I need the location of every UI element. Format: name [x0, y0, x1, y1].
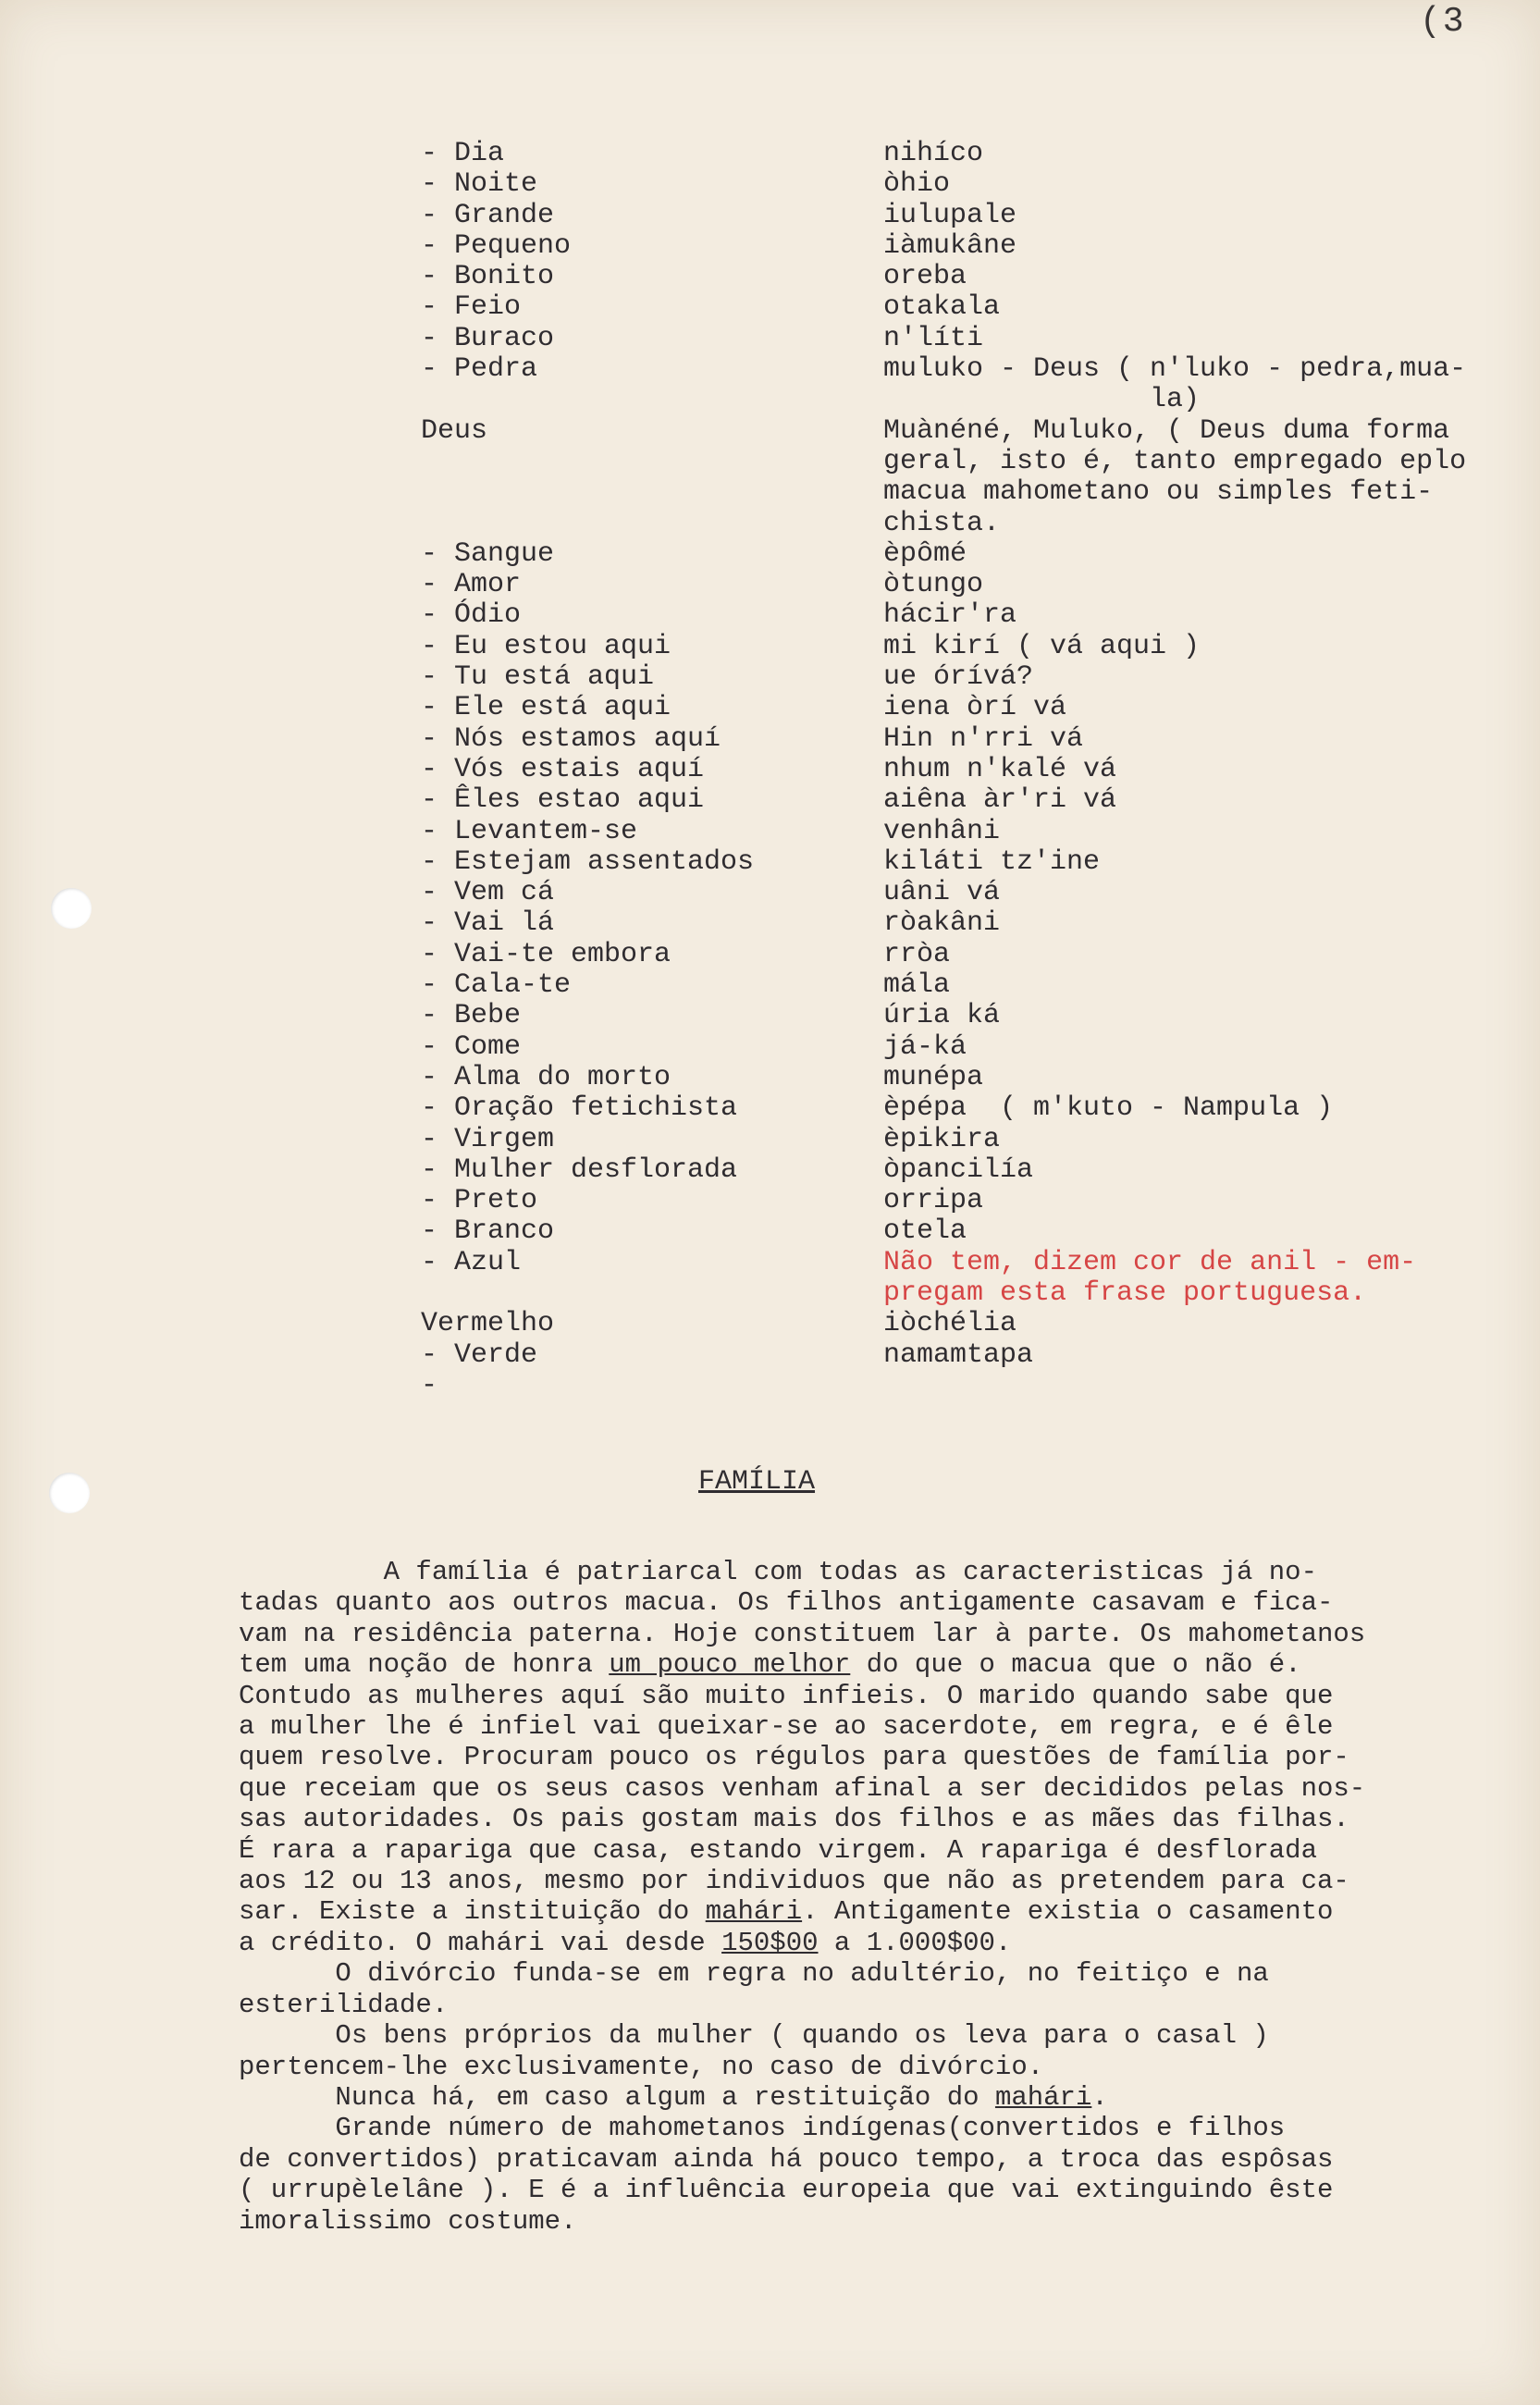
- vocab-translation: muluko - Deus ( n'luko - pedra,mua-: [883, 353, 1467, 386]
- page-number: (3: [1420, 2, 1466, 42]
- vocab-translation: òpancilía: [883, 1153, 1034, 1186]
- vocab-translation: iena òrí vá: [883, 692, 1067, 724]
- vocab-translation: namamtapa: [883, 1338, 1034, 1371]
- vocab-translation: geral, isto é, tanto empregado eplo: [883, 445, 1467, 477]
- vocab-translation: nhum n'kalé vá: [883, 753, 1117, 785]
- vocab-translation: Muànéné, Muluko, ( Deus duma forma: [883, 414, 1450, 447]
- vocab-row: [0, 201, 1540, 231]
- vocab-translation: Não tem, dizem cor de anil - em-: [883, 1246, 1417, 1278]
- text-run: .: [1091, 2081, 1108, 2113]
- paragraph-line: [239, 1711, 1506, 1742]
- vocab-translation: òtungo: [883, 569, 984, 601]
- vocab-term: - Virgem: [421, 1123, 555, 1155]
- vocab-term: - Vai lá: [421, 907, 555, 940]
- vocab-term: - Azul: [421, 1246, 522, 1278]
- vocab-term: - Ele está aqui: [421, 692, 671, 724]
- underlined-text: mahári: [705, 1896, 803, 1928]
- vocab-row: [0, 169, 1540, 200]
- vocab-term: - Preto: [421, 1185, 538, 1217]
- text-run: A família é patriarcal com todas as caracteristicas já no-: [239, 1557, 1317, 1587]
- vocab-translation: rròa: [883, 938, 951, 970]
- vocab-translation: èpômé: [883, 537, 967, 570]
- punch-hole-bottom: [49, 1473, 90, 1513]
- text-run: . Antigamente existia o casamento: [802, 1896, 1334, 1928]
- vocab-term: - Grande: [421, 199, 555, 231]
- vocab-row: [0, 1248, 1540, 1310]
- vocab-row: [0, 600, 1540, 631]
- vocab-term: - Dia: [421, 138, 505, 169]
- vocab-term: - Verde: [421, 1338, 538, 1371]
- vocab-term: - Mulher desflorada: [421, 1153, 738, 1186]
- vocab-row: [0, 1032, 1540, 1063]
- vocab-row: [0, 1001, 1540, 1031]
- text-run: aos 12 ou 13 anos, mesmo por individuos que não as pretendem para ca-: [239, 1866, 1349, 1897]
- vocab-row: [0, 1216, 1540, 1247]
- paragraph-line: [239, 2052, 1506, 2082]
- vocab-translation: [883, 1371, 1540, 1401]
- vocab-translation: iàmukâne: [883, 229, 1017, 262]
- text-run: É rara a rapariga que casa, estando virgem. A rapariga é desflorada: [239, 1834, 1317, 1866]
- vocab-term: Deus: [421, 414, 488, 447]
- vocab-translation: iulupale: [883, 199, 1017, 231]
- vocab-row: [0, 1125, 1540, 1155]
- vocab-translation: la): [883, 384, 1201, 416]
- text-run: a 1.000$00.: [818, 1927, 1012, 1958]
- vocab-row: [0, 231, 1540, 262]
- vocab-term: - Ódio: [421, 599, 522, 632]
- text-run: O divórcio funda-se em regra no adultério, no feitiço e na: [239, 1958, 1269, 1990]
- vocab-row: [0, 970, 1540, 1001]
- paragraph-line: [239, 2082, 1506, 2113]
- vocab-translation: Hin n'rri vá: [883, 722, 1084, 755]
- paragraph-line: [239, 1835, 1506, 1866]
- text-run: Nunca há, em caso algum a restituição do: [239, 2081, 995, 2113]
- vocab-term: - Pedra: [421, 353, 538, 386]
- vocab-translation: orripa: [883, 1185, 984, 1217]
- paragraph-line: [239, 1928, 1506, 1958]
- vocab-row: [0, 570, 1540, 600]
- vocab-translation: ue órívá?: [883, 661, 1034, 694]
- vocab-translation: úria ká: [883, 1000, 1001, 1032]
- text-run: sas autoridades. Os pais gostam mais dos filhos e as mães das filhas.: [239, 1804, 1349, 1835]
- vocab-translation: n'líti: [883, 322, 984, 354]
- text-run: Os bens próprios da mulher ( quando os leva para o casal ): [239, 2020, 1269, 2052]
- vocab-translation: èpépa ( m'kuto - Nampula ): [883, 1092, 1334, 1125]
- vocab-term: - Oração fetichista: [421, 1092, 738, 1125]
- text-run: quem resolve. Procuram pouco os régulos para questões de família por-: [239, 1742, 1349, 1773]
- vocab-translation: uâni vá: [883, 877, 1001, 909]
- paragraph-line: [239, 1773, 1506, 1804]
- vocab-row: [0, 693, 1540, 723]
- paragraph-line: [239, 1958, 1506, 1989]
- vocab-term: - Vós estais aquí: [421, 753, 705, 785]
- vocab-row: [0, 539, 1540, 570]
- vocab-translation: hácir'ra: [883, 599, 1017, 632]
- vocab-row: [0, 354, 1540, 416]
- vocab-term: - Nós estamos aquí: [421, 722, 721, 755]
- vocab-row: [0, 324, 1540, 354]
- paragraph-line: [239, 1649, 1506, 1680]
- text-run: vam na residência paterna. Hoje constituem lar à parte. Os mahometanos: [239, 1618, 1366, 1649]
- text-run: a mulher lhe é infiel vai queixar-se ao sacerdote, em regra, e é êle: [239, 1711, 1334, 1743]
- vocab-term: - Êles estao aqui: [421, 784, 705, 817]
- text-run: tadas quanto aos outros macua. Os filhos antigamente casavam e fica-: [239, 1587, 1334, 1619]
- vocab-translation: ròakâni: [883, 907, 1001, 940]
- vocab-row: [0, 724, 1540, 755]
- text-run: pertencem-lhe exclusivamente, no caso de divórcio.: [239, 2051, 1044, 2082]
- vocab-translation: venhâni: [883, 815, 1001, 847]
- vocab-term: Vermelho: [421, 1308, 555, 1340]
- vocab-term: - Buraco: [421, 322, 555, 354]
- text-run: Grande número de mahometanos indígenas(convertidos e filhos: [239, 2113, 1286, 2144]
- text-run: esterilidade.: [239, 1989, 449, 2020]
- vocab-translation: mi kirí ( vá aqui ): [883, 630, 1201, 662]
- vocab-translation: aiêna àr'ri vá: [883, 784, 1117, 817]
- paragraph-line: [239, 1804, 1506, 1834]
- vocab-term: - Cala-te: [421, 969, 572, 1002]
- vocab-translation: pregam esta frase portuguesa.: [883, 1276, 1367, 1309]
- vocab-term: - Pequeno: [421, 229, 572, 262]
- paragraph-line: [239, 1866, 1506, 1896]
- paragraph-line: [239, 1587, 1506, 1618]
- vocab-term: - Bonito: [421, 261, 555, 293]
- vocab-translation: mála: [883, 969, 951, 1002]
- vocab-term: - Levantem-se: [421, 815, 638, 847]
- vocab-term: - Come: [421, 1030, 522, 1063]
- paragraph-line: [239, 2144, 1506, 2175]
- vocab-row: [0, 1063, 1540, 1093]
- paragraph-line: [239, 2175, 1506, 2205]
- paragraph-line: [239, 2206, 1506, 2237]
- text-run: Contudo as mulheres aquí são muito infieis. O marido quando sabe que: [239, 1680, 1334, 1711]
- vocab-term: - Tu está aqui: [421, 661, 655, 694]
- vocab-translation: nihíco: [883, 138, 984, 169]
- vocab-row: [0, 292, 1540, 323]
- vocab-row: [0, 940, 1540, 970]
- vocab-row: [0, 817, 1540, 847]
- vocab-row: [0, 1340, 1540, 1371]
- text-run: ( urrupèlelâne ). E é a influência europeia que vai extinguindo êste: [239, 2175, 1334, 2206]
- text-run: de convertidos) praticavam ainda há pouco tempo, a troca das espôsas: [239, 2143, 1334, 2175]
- vocab-row: [0, 1155, 1540, 1186]
- vocab-translation: òhio: [883, 168, 951, 201]
- paragraph-line: [239, 2113, 1506, 2143]
- vocab-translation: chista.: [883, 507, 1001, 539]
- vocab-translation: oreba: [883, 261, 967, 293]
- vocab-term: - Eu estou aqui: [421, 630, 671, 662]
- family-paragraph: [239, 1557, 1506, 2237]
- vocab-translation: otela: [883, 1215, 967, 1248]
- vocab-translation: iòchélia: [883, 1308, 1017, 1340]
- text-run: tem uma noção de honra: [239, 1649, 610, 1681]
- underlined-text: 150$00: [721, 1927, 819, 1958]
- text-run: imoralissimo costume.: [239, 2205, 577, 2237]
- vocab-row: [0, 755, 1540, 785]
- text-run: do que o macua que o não é.: [850, 1649, 1301, 1681]
- vocab-row: [0, 416, 1540, 539]
- vocab-term: - Vem cá: [421, 877, 555, 909]
- vocab-term: - Sangue: [421, 537, 555, 570]
- paragraph-line: [239, 1681, 1506, 1711]
- vocab-term: - Feio: [421, 291, 522, 324]
- paragraph-line: [239, 1896, 1506, 1927]
- vocab-term: - Branco: [421, 1215, 555, 1248]
- vocab-row: [0, 262, 1540, 292]
- vocab-row: [0, 847, 1540, 878]
- vocab-row: [0, 632, 1540, 662]
- paragraph-line: [239, 1742, 1506, 1772]
- vocabulary-list: [0, 139, 1540, 1401]
- vocab-term: -: [421, 1369, 438, 1401]
- vocab-term: - Noite: [421, 168, 538, 201]
- vocab-term: - Vai-te embora: [421, 938, 671, 970]
- vocab-row: [0, 1186, 1540, 1216]
- text-run: sar. Existe a instituição do: [239, 1896, 706, 1928]
- underlined-text: um pouco melhor: [609, 1649, 851, 1681]
- vocab-translation: já-ká: [883, 1030, 967, 1063]
- section-title: FAMÍLIA: [698, 1466, 816, 1498]
- vocab-row: [0, 1093, 1540, 1124]
- paragraph-line: [239, 2020, 1506, 2051]
- vocab-row: [0, 662, 1540, 693]
- vocab-term: - Amor: [421, 569, 522, 601]
- paragraph-line: [239, 1619, 1506, 1649]
- vocab-row: [0, 785, 1540, 816]
- vocab-row: [0, 878, 1540, 908]
- vocab-translation: èpikira: [883, 1123, 1001, 1155]
- underlined-text: mahári: [994, 2081, 1092, 2113]
- paragraph-line: [239, 1990, 1506, 2020]
- vocab-term: - Bebe: [421, 1000, 522, 1032]
- text-run: que receiam que os seus casos venham afinal a ser decididos pelas nos-: [239, 1772, 1366, 1804]
- paragraph-line: [239, 1557, 1506, 1587]
- vocab-row: [0, 908, 1540, 939]
- vocab-row: [0, 1371, 1540, 1401]
- vocab-translation: munépa: [883, 1061, 984, 1093]
- vocab-translation: kiláti tz'ine: [883, 845, 1101, 878]
- vocab-term: - Alma do morto: [421, 1061, 671, 1093]
- vocab-row: [0, 1309, 1540, 1339]
- text-run: a crédito. O mahári vai desde: [239, 1927, 722, 1958]
- vocab-term: - Estejam assentados: [421, 845, 755, 878]
- vocab-row: [0, 139, 1540, 169]
- vocab-translation: otakala: [883, 291, 1001, 324]
- vocab-translation: macua mahometano ou simples feti-: [883, 476, 1434, 509]
